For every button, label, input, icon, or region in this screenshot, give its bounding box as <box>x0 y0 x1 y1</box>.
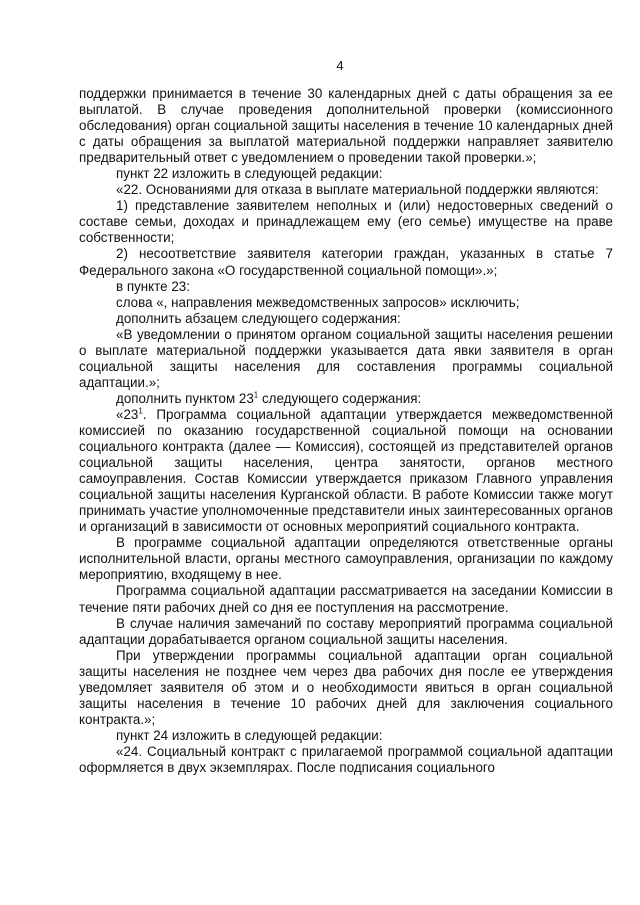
page-number: 4 <box>336 58 344 73</box>
paragraph: В случае наличия замечаний по составу мероприятий программа социальной адаптации дорабатывается органом социальной защиты населения. <box>79 615 613 647</box>
paragraph: в пункте 23: <box>116 278 190 294</box>
paragraph <box>79 407 613 535</box>
paragraph: 2) несоответствие заявителя категории граждан, указанных в статье 7 Федерального закона «О государственной социальной помощи».»; <box>79 246 613 278</box>
superscript: 1 <box>253 390 259 400</box>
paragraph: В программе социальной адаптации определяются ответственные органы исполнительной власти, органы местного самоуправления, организации по каждому мероприятию, входящему в нее. <box>79 535 613 583</box>
paragraph: пункт 22 изложить в следующей редакции: <box>116 166 383 182</box>
text-run: дополнить пунктом 23 <box>116 390 254 406</box>
paragraph: «В уведомлении о принятом органом социальной защиты населения решении о выплате материальной поддержки указывается дата явки заявителя в орган социальной защиты населения для составления программы социальной адаптации.»; <box>79 326 613 390</box>
paragraph <box>79 391 613 407</box>
paragraph: «22. Основаниями для отказа в выплате материальной поддержки являются: <box>116 182 599 198</box>
paragraph: Программа социальной адаптации рассматривается на заседании Комиссии в течение пяти рабочих дней со дня ее поступления на рассмотрение. <box>79 583 613 615</box>
paragraph: пункт 24 изложить в следующей редакции: <box>116 727 383 743</box>
paragraph: При утверждении программы социальной адаптации орган социальной защиты населения не позднее чем через два рабочих дня после ее утверждения уведомляет заявителя об этом и о необходимости явиться в орган социальной защиты населения в течение 10 рабочих дней для заключения социального контракта.»; <box>79 647 613 727</box>
paragraph: слова «, направления межведомственных запросов» исключить; <box>116 294 520 310</box>
document-body <box>79 86 613 776</box>
text-run: следующего содержания: <box>258 390 422 406</box>
text-run: «23 <box>116 406 139 422</box>
paragraph: 1) представление заявителем неполных и (или) недостоверных сведений о составе семьи, доходах и принадлежащем ему (его семье) имуществе на праве собственности; <box>79 198 613 246</box>
paragraph: дополнить абзацем следующего содержания: <box>116 310 401 326</box>
paragraph: «24. Социальный контракт с прилагаемой программой социальной адаптации оформляется в двух экземплярах. После подписания социального <box>79 743 613 775</box>
superscript: 1 <box>138 406 143 416</box>
text-run: . Программа социальной адаптации утверждается межведомственной комиссией по оказанию государственной социальной помощи на основании социального контракта (далее –– Комиссия), состоящей из представителей органов социальной защиты населения, центра занятости, органов местного самоуправления. Состав Комиссии утверждается приказом Главного управления социальной защиты населения Курганской области. В работе Комиссии также могут принимать участие уполномоченные представители иных заинтересованных органов и организаций в зависимости от основных мероприятий социального контракта. <box>79 406 613 535</box>
paragraph: поддержки принимается в течение 30 календарных дней с даты обращения за ее выплатой. В случае проведения дополнительной проверки (комиссионного обследования) орган социальной защиты населения в течение 10 календарных дней с даты обращения за выплатой материальной поддержки направляет заявителю предварительный ответ с уведомлением о проведении такой проверки.»; <box>79 86 613 166</box>
